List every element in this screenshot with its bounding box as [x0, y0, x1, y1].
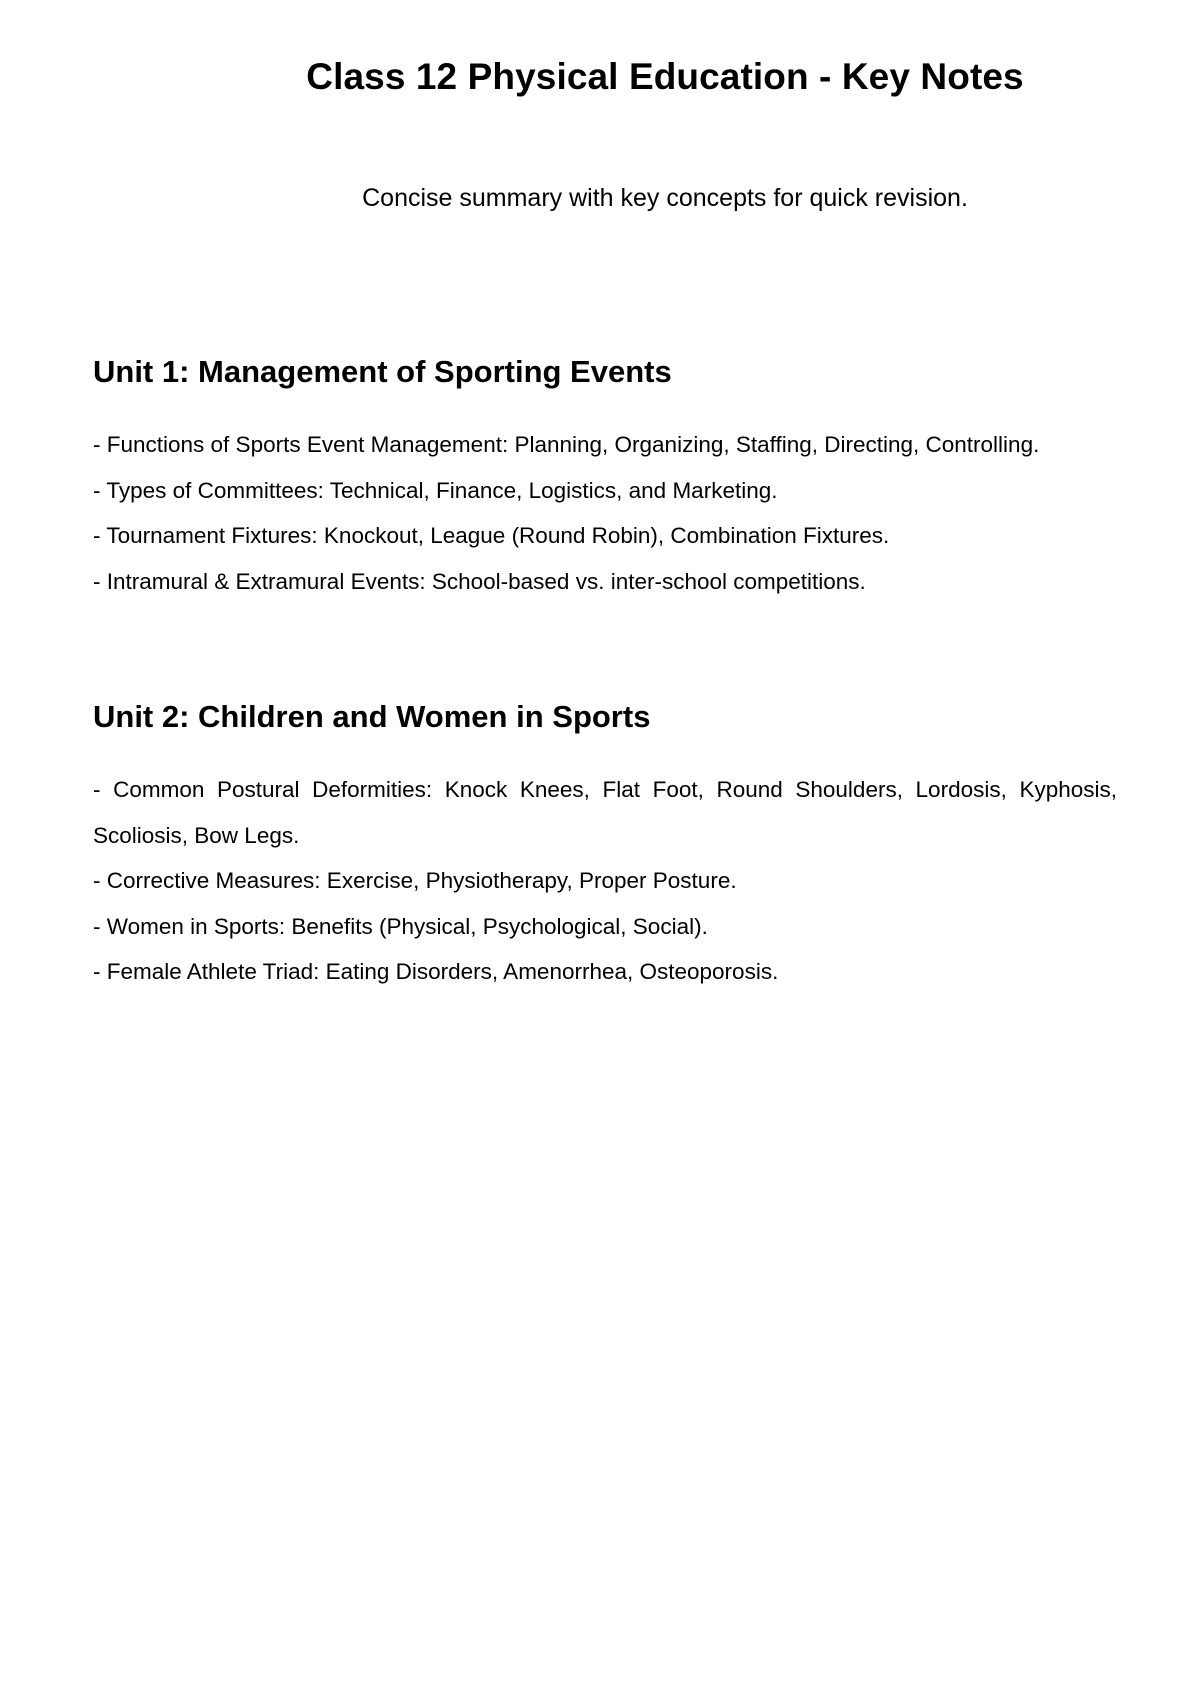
list-item: - Intramural & Extramural Events: School-based vs. inter-school competitions. — [93, 568, 866, 594]
list-item: - Types of Committees: Technical, Finance, Logistics, and Marketing. — [93, 477, 778, 503]
list-item: - Common Postural Deformities: Knock Knees, Flat Foot, Round Shoulders, Lordosis, Kyphosis, Scoliosis, Bow Legs. — [93, 777, 1117, 848]
unit-2-heading: Unit 2: Children and Women in Sports — [93, 699, 651, 734]
list-item: - Functions of Sports Event Management: Planning, Organizing, Staffing, Directing, Controlling. — [93, 432, 1040, 457]
list-item: - Tournament Fixtures: Knockout, League (Round Robin), Combination Fixtures. — [93, 523, 890, 548]
list-item: - Female Athlete Triad: Eating Disorders, Amenorrhea, Osteoporosis. — [93, 959, 779, 984]
list-item: - Women in Sports: Benefits (Physical, Psychological, Social). — [93, 913, 708, 939]
unit-1-heading: Unit 1: Management of Sporting Events — [93, 354, 672, 389]
list-item: - Corrective Measures: Exercise, Physiotherapy, Proper Posture. — [93, 868, 737, 893]
unit-2-list — [93, 767, 1117, 995]
page-title: Class 12 Physical Education - Key Notes — [306, 56, 1024, 97]
page-subtitle: Concise summary with key concepts for quick revision. — [362, 184, 968, 212]
unit-2-section — [93, 697, 1117, 995]
unit-1-list — [93, 422, 1117, 604]
unit-1-section — [93, 352, 1117, 604]
